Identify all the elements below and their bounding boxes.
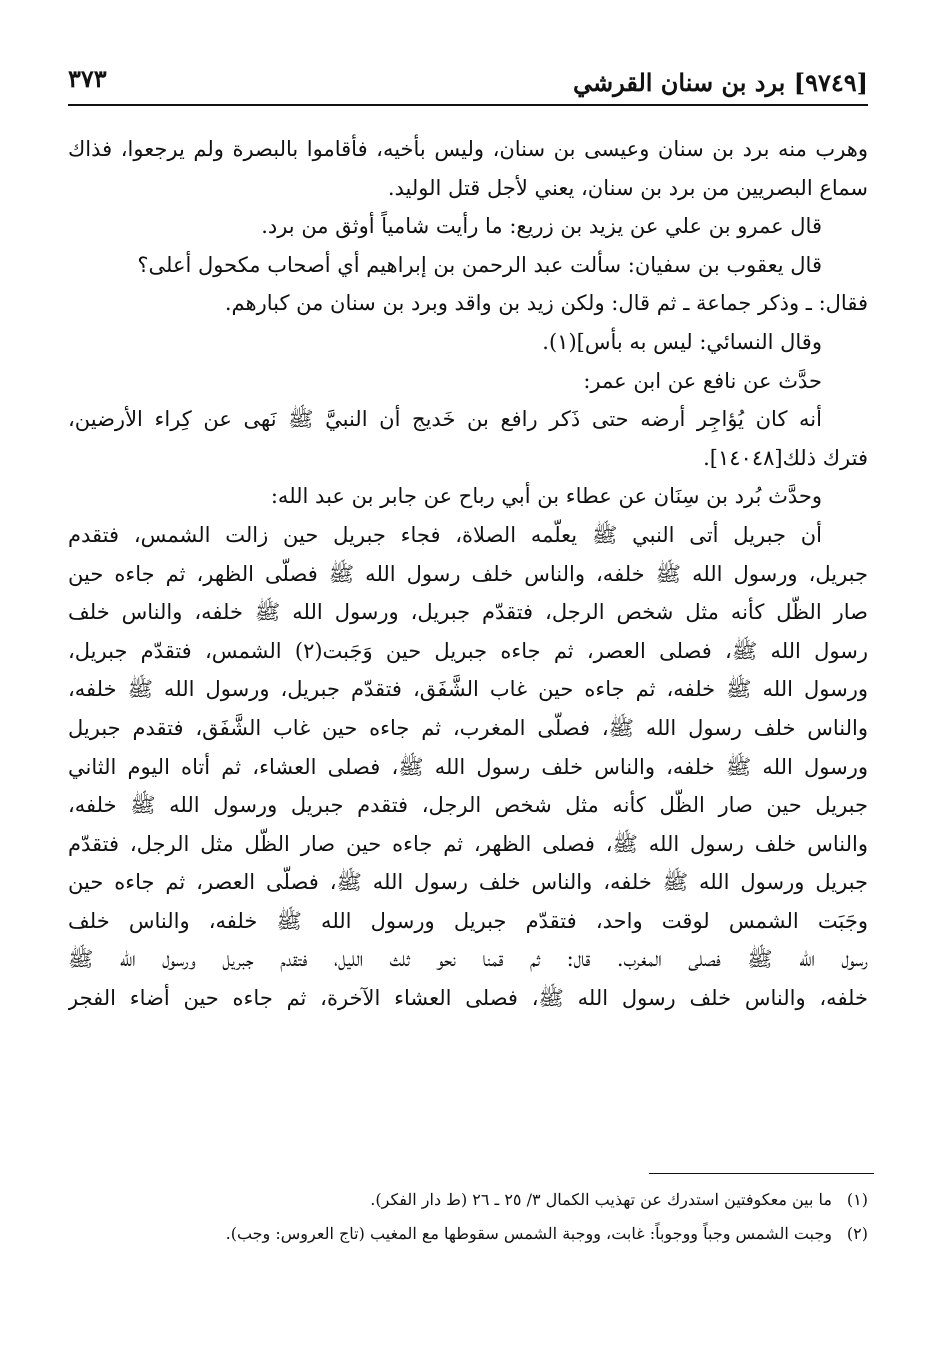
footnote-number: (١): [846, 1190, 868, 1209]
text-line: ورسول الله ﷺ خلفه، ثم جاءه حين غاب الشَّفَق، فتقدّم جبريل، ورسول الله ﷺ خلفه،: [68, 677, 868, 702]
text-line: صار الظّل كأنه مثل شخص الرجل، فتقدّم جبريل، ورسول الله ﷺ خلفه، والناس خلف: [68, 600, 868, 625]
text-line: أنه كان يُؤاجِر أرضه حتى ذَكر رافع بن خَديج أن النبيَّ ﷺ نَهى عن كِراء الأرضين،: [68, 407, 822, 432]
footnote-text: ما بين معكوفتين استدرك عن تهذيب الكمال ٣/ ٢٥ ـ ٢٦ (ط دار الفكر).: [370, 1190, 832, 1209]
text-line: وقال النسائي: ليس به بأس](١).: [542, 329, 822, 354]
footnote: [68, 1217, 868, 1251]
text-line: أن جبريل أتى النبي ﷺ يعلّمه الصلاة، فجاء جبريل حين زالت الشمس، فتقدم: [68, 522, 822, 547]
text-line: فقال: ـ وذكر جماعة ـ ثم قال: ولكن زيد بن واقد وبرد بن سنان من كبارهم.: [224, 291, 868, 316]
text-line: والناس خلف رسول الله ﷺ، فصلّى المغرب، ثم جاءه حين غاب الشَّفَق، فتقدم جبريل: [68, 715, 868, 740]
text-line: وحدَّث بُرد بن سِنَان عن عطاء بن أبي رباح عن جابر بن عبد الله:: [270, 484, 822, 509]
text-line: وجَبَت الشمس لوقت واحد، فتقدّم جبريل ورسول الله ﷺ خلفه، والناس خلف: [68, 908, 868, 933]
text-line: جبريل، ورسول الله ﷺ خلفه، والناس خلف رسول الله ﷺ فصلّى الظهر، ثم جاءه حين: [68, 561, 868, 586]
footnote-number: (٢): [846, 1224, 868, 1243]
text-line: ورسول الله ﷺ خلفه، والناس خلف رسول الله ﷺ، فصلى العشاء، ثم أتاه اليوم الثاني: [68, 754, 868, 779]
text-line: جبريل ورسول الله ﷺ خلفه، والناس خلف رسول الله ﷺ، فصلّى العصر، ثم جاءه حين: [68, 870, 868, 895]
running-title: [٩٧٤٩] برد بن سنان القرشي: [572, 68, 868, 97]
text-line: فترك ذلك[١٤٠٤٨].: [703, 445, 868, 470]
text-line: رسول الله ﷺ، فصلى العصر، ثم جاءه جبريل حين وَجَبت(٢) الشمس، فتقدّم جبريل،: [68, 638, 868, 663]
text-line: خلفه، والناس خلف رسول الله ﷺ، فصلى العشاء الآخرة، ثم جاءه حين أضاء الفجر: [68, 986, 868, 1011]
text-line: والناس خلف رسول الله ﷺ، فصلى الظهر، ثم جاءه حين صار الظّل مثل الرجل، فتقدّم: [68, 831, 868, 856]
footnotes: [68, 1183, 868, 1251]
text-line: قال عمرو بن علي عن يزيد بن زريع: ما رأيت شامياً أوثق من برد.: [261, 214, 822, 239]
text-line: سماع البصريين من برد بن سنان، يعني لأجل قتل الوليد.: [387, 175, 868, 200]
page-header: [68, 62, 868, 106]
footnote-text: وجبت الشمس وجباً ووجوباً: غابت، ووجبة الشمس سقوطها مع المغيب (تاج العروس: وجب).: [225, 1224, 832, 1243]
main-text: [68, 130, 868, 1018]
text-line: حدَّث عن نافع عن ابن عمر:: [583, 368, 822, 393]
text-line: وهرب منه برد بن سنان وعيسى بن سنان، وليس بأخيه، فأقاموا بالبصرة ولم يرجعوا، فذاك: [68, 137, 868, 161]
header-rule: [68, 104, 868, 106]
text-line: جبريل حين صار الظّل كأنه مثل شخص الرجل، فتقدم جبريل ورسول الله ﷺ خلفه،: [68, 793, 868, 818]
text-line: رسول الله ﷺ فصلى المغرب. قال: ثم قمنا نحو ثلث الليل، فتقدم جبريل ورسول الله ﷺ: [68, 947, 868, 972]
footnote-rule: [649, 1173, 874, 1174]
text-line: قال يعقوب بن سفيان: سألت عبد الرحمن بن إبراهيم أي أصحاب مكحول أعلى؟: [137, 252, 822, 277]
footnote: [68, 1183, 868, 1217]
page-number: ٣٧٣: [68, 64, 107, 93]
